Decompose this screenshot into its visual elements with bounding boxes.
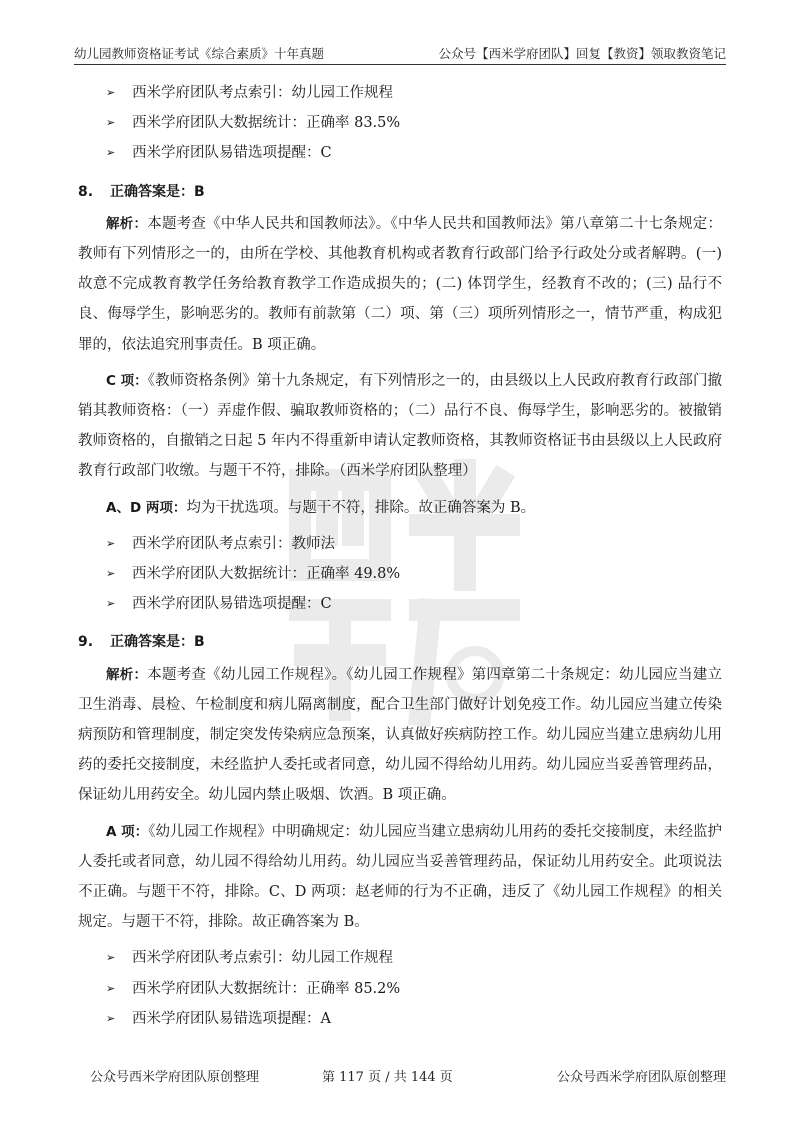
page-header [74,40,726,65]
header-right: 公众号【西米学府团队】回复【教资】领取教资笔记 [438,46,726,61]
bullet-item: ➢ 西米学府团队易错选项提醒：A [78,1004,722,1034]
footer-right: 公众号西米学府团队原创整理 [556,1070,726,1085]
arrow-bullet-icon: ➢ [106,597,116,611]
page-number: 第 117 页 / 共 144 页 [322,1070,453,1085]
footer-left: 公众号西米学府团队原创整理 [90,1070,260,1085]
page-content [78,78,722,1034]
bullet-item: ➢ 西米学府团队考点索引：幼儿园工作规程 [78,943,722,973]
arrow-bullet-icon: ➢ [106,951,116,965]
bullet-item: ➢ 西米学府团队易错选项提醒：C [78,138,722,168]
question-8-heading: 8. 正确答案是：B [78,183,205,200]
question-9-heading: 9. 正确答案是：B [78,634,205,651]
q9-option-a-paragraph: A 项：《幼儿园工作规程》中明确规定：幼儿园应当建立患病幼儿用药的委托交接制度，未经监护人委托或者同意，幼儿园不得给幼儿用药。幼儿园应当妥善管理药品，保证幼儿用药安全。此项说法不正确。与题干不符，排除。C、D 两项：赵老师的行为不正确，违反了《幼儿园工作规程》的相关规定。与题干不符，排除。故正确答案为 B。 [78,823,722,931]
bullet-item: ➢ 西米学府团队考点索引：教师法 [78,529,722,559]
bullet-item: ➢ 西米学府团队考点索引：幼儿园工作规程 [78,78,722,108]
arrow-bullet-icon: ➢ [106,146,116,160]
header-left: 幼儿园教师资格证考试《综合素质》十年真题 [74,46,325,61]
arrow-bullet-icon: ➢ [106,116,116,130]
arrow-bullet-icon: ➢ [106,86,116,99]
q8-option-c-paragraph: C 项：《教师资格条例》第十九条规定，有下列情形之一的，由县级以上人民政府教育行政部门撤销其教师资格：（一）弄虚作假、骗取教师资格的；（二）品行不良、侮辱学生，影响恶劣的。被撤销教师资格的，自撤销之日起 5 年内不得重新申请认定教师资格，其教师资格证书由县级以上人民政府教育行政部门收缴。与题干不符，排除。（西米学府团队整理） [78,372,723,480]
q9-analysis-paragraph: 解析：本题考查《幼儿园工作规程》。《幼儿园工作规程》第四章第二十条规定：幼儿园应当建立卫生消毒、晨检、午检制度和病儿隔离制度，配合卫生部门做好计划免疫工作。幼儿园应当建立传染病预防和管理制度，制定突发传染病应急预案，认真做好疾病防控工作。幼儿园应当建立患病幼儿用药的委托交接制度，未经监护人委托或者同意，幼儿园不得给幼儿用药。幼儿园应当妥善管理药品，保证幼儿用药安全。幼儿园内禁止吸烟、饮酒。B 项正确。 [78,666,723,804]
arrow-bullet-icon: ➢ [106,536,116,550]
bullet-item: ➢ 西米学府团队易错选项提醒：C [78,589,722,619]
arrow-bullet-icon: ➢ [106,567,116,581]
bullet-item: ➢ 西米学府团队大数据统计：正确率 49.8% [78,559,722,589]
q8-analysis-paragraph: 解析：本题考查《中华人民共和国教师法》。《中华人民共和国教师法》第八章第二十七条规定：教师有下列情形之一的，由所在学校、其他教育机构或者教育行政部门给予行政处分或者解聘。(一) 故意不完成教育教学任务给教育教学工作造成损失的；(二) 体罚学生，经教育不改的；(三) 品行不良、侮辱学生，影响恶劣的。教师有前款第（二）项、第（三）项所列情形之一，情节严重，构成犯罪的，依法追究刑事责任。B 项正确。 [78,215,723,353]
bullet-item: ➢ 西米学府团队大数据统计：正确率 85.2% [78,974,722,1004]
arrow-bullet-icon: ➢ [106,1011,116,1025]
arrow-bullet-icon: ➢ [106,981,116,995]
page-footer [90,1066,726,1086]
bullet-item: ➢ 西米学府团队大数据统计：正确率 83.5% [78,108,722,138]
q8-option-ad-paragraph: A、D 两项：均为干扰选项。与题干不符，排除。故正确答案为 B。 [106,499,536,516]
